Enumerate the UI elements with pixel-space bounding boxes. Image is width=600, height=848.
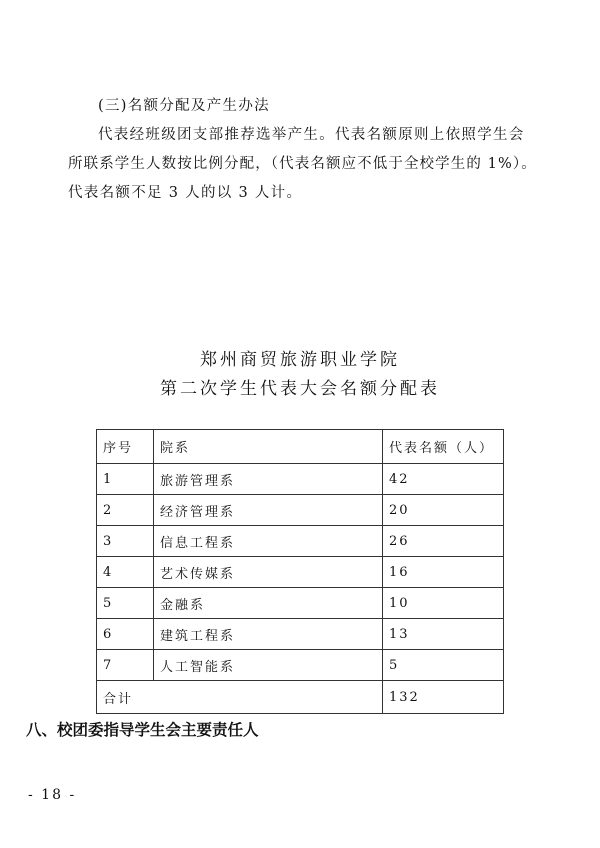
quota-table bbox=[96, 429, 504, 714]
table-title-line2: 第二次学生代表大会名额分配表 bbox=[160, 379, 440, 399]
table-header-row bbox=[97, 430, 504, 464]
row-department: 金融系 bbox=[154, 588, 383, 619]
total-label: 合计 bbox=[97, 681, 383, 714]
row-index: 4 bbox=[97, 557, 154, 588]
table-title-line1: 郑州商贸旅游职业学院 bbox=[200, 350, 400, 370]
row-quota: 5 bbox=[383, 650, 504, 681]
header-cell: 序号 bbox=[97, 430, 154, 464]
row-department: 人工智能系 bbox=[154, 650, 383, 681]
row-quota: 16 bbox=[383, 557, 504, 588]
row-quota: 10 bbox=[383, 588, 504, 619]
section-heading: (三)名额分配及产生办法 bbox=[98, 98, 270, 114]
row-department: 艺术传媒系 bbox=[154, 557, 383, 588]
table-row bbox=[97, 526, 504, 557]
section-heading-8: 八、校团委指导学生会主要责任人 bbox=[26, 721, 259, 739]
row-department: 信息工程系 bbox=[154, 526, 383, 557]
row-department: 旅游管理系 bbox=[154, 464, 383, 495]
row-index: 1 bbox=[97, 464, 154, 495]
header-cell: 院系 bbox=[154, 430, 383, 464]
table-row bbox=[97, 495, 504, 526]
row-index: 5 bbox=[97, 588, 154, 619]
table-row bbox=[97, 619, 504, 650]
table-row bbox=[97, 464, 504, 495]
paragraph-line: 代表经班级团支部推荐选举产生。代表名额原则上依照学生会 bbox=[98, 127, 525, 143]
row-quota: 20 bbox=[383, 495, 504, 526]
row-quota: 13 bbox=[383, 619, 504, 650]
table-row bbox=[97, 650, 504, 681]
total-value: 132 bbox=[383, 681, 504, 714]
row-index: 6 bbox=[97, 619, 154, 650]
row-quota: 26 bbox=[383, 526, 504, 557]
paragraph-line: 所联系学生人数按比例分配，（代表名额应不低于全校学生的 1%）。 bbox=[68, 156, 537, 172]
row-quota: 42 bbox=[383, 464, 504, 495]
row-department: 建筑工程系 bbox=[154, 619, 383, 650]
row-index: 7 bbox=[97, 650, 154, 681]
table-row bbox=[97, 588, 504, 619]
row-department: 经济管理系 bbox=[154, 495, 383, 526]
header-cell: 代表名额（人） bbox=[383, 430, 504, 464]
row-index: 3 bbox=[97, 526, 154, 557]
total-row bbox=[97, 681, 504, 714]
page-number: - 18 - bbox=[28, 787, 77, 803]
table-row bbox=[97, 557, 504, 588]
row-index: 2 bbox=[97, 495, 154, 526]
paragraph-line: 代表名额不足 3 人的以 3 人计。 bbox=[68, 185, 303, 201]
